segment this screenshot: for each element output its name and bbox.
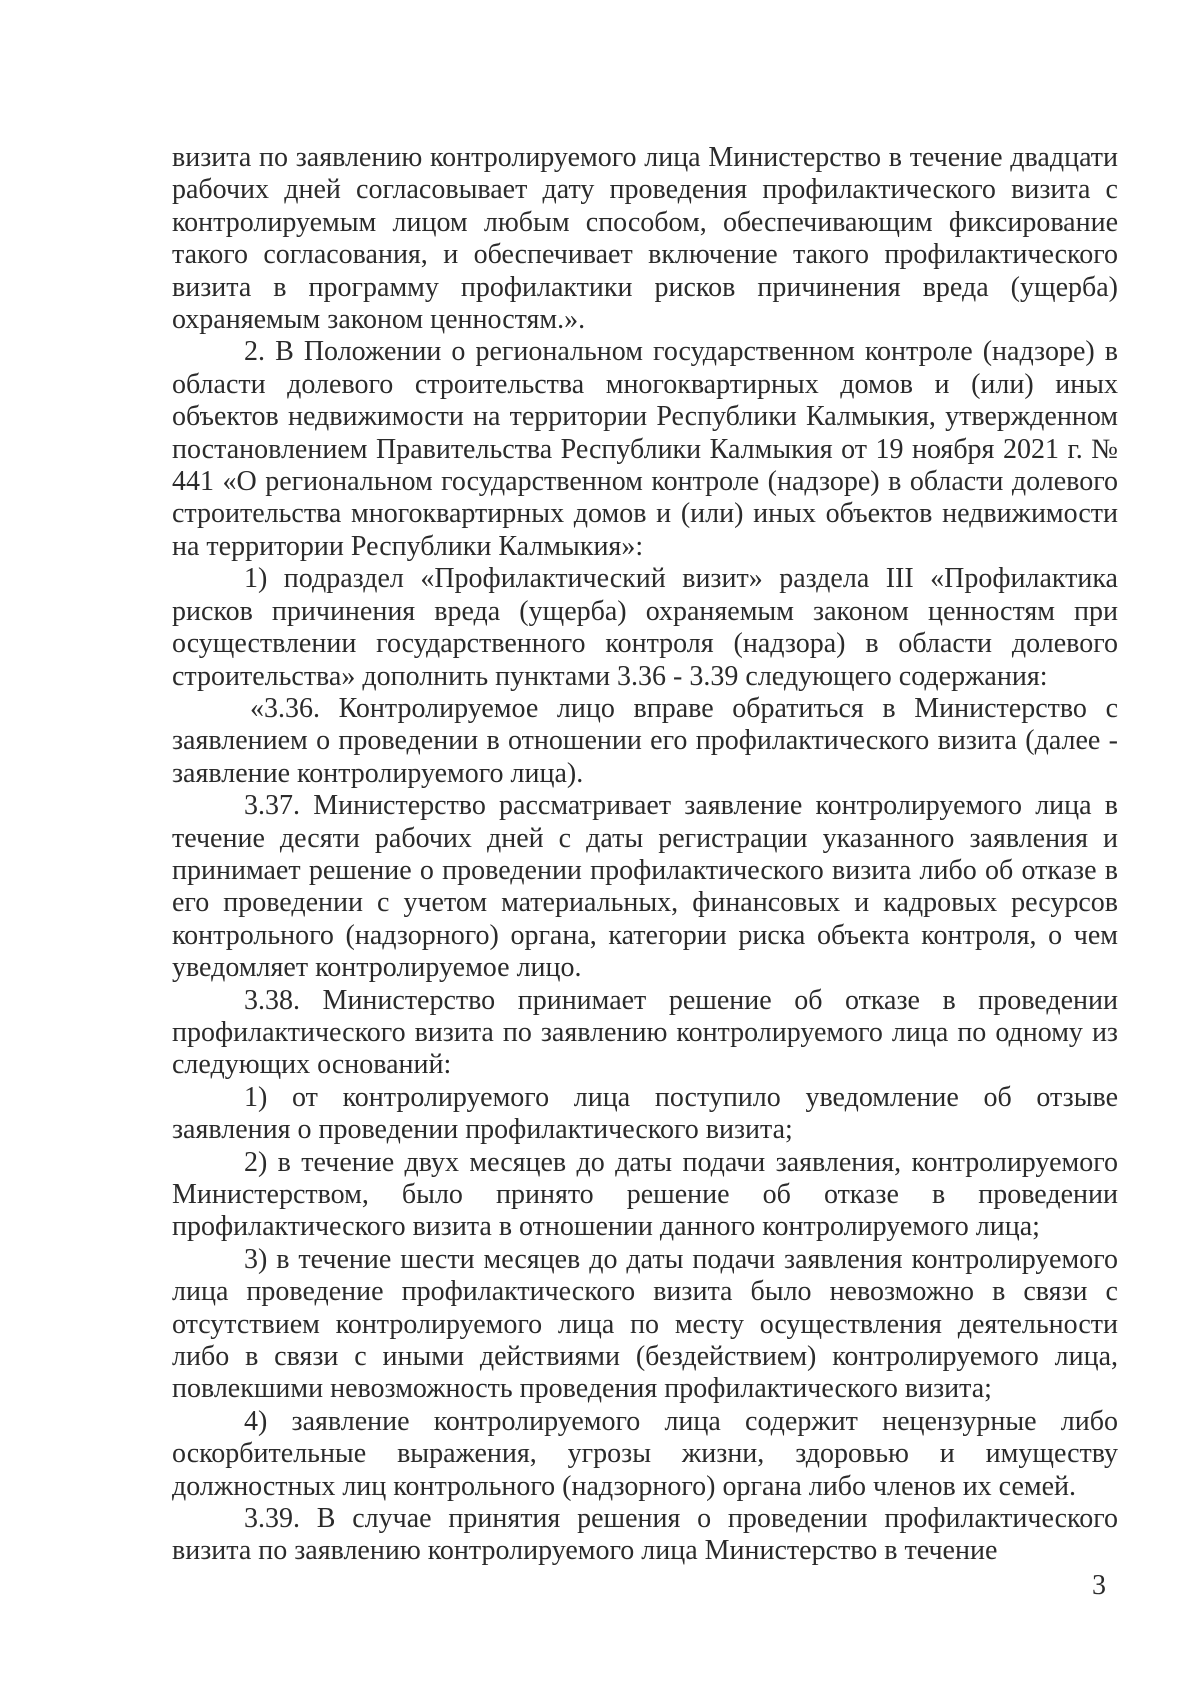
paragraph-3-38: 3.38. Министерство принимает решение об отказе в проведении профилактического визита по заявлению контролируемого лица по одному из следующих оснований: [172, 984, 1118, 1081]
document-body [172, 142, 1118, 1568]
paragraph-ground-3: 3) в течение шести месяцев до даты подачи заявления контролируемого лица проведение профилактического визита было невозможно в связи с отсутствием контролируемого лица по месту осуществления деятельности либо в связи с иными действиями (бездействием) контролируемого лица, повлекшими невозможность проведения профилактического визита; [172, 1243, 1118, 1405]
paragraph-3-36: «3.36. Контролируемое лицо вправе обратиться в Министерство с заявлением о проведении в отношении его профилактического визита (далее - заявление контролируемого лица). [172, 692, 1118, 789]
page-number: 3 [1092, 1570, 1106, 1601]
paragraph-3-39: 3.39. В случае принятия решения о проведении профилактического визита по заявлению контролируемого лица Министерство в течение [172, 1503, 1118, 1567]
paragraph-subitem-1: 1) подраздел «Профилактический визит» раздела III «Профилактика рисков причинения вреда (ущерба) охраняемым законом ценностям при осуществлении государственного контроля (надзора) в области долевого строительства» дополнить пунктами 3.36 - 3.39 следующего содержания: [172, 563, 1118, 692]
paragraph-3-37: 3.37. Министерство рассматривает заявление контролируемого лица в течение десяти рабочих дней с даты регистрации указанного заявления и принимает решение о проведении профилактического визита либо об отказе в его проведении с учетом материальных, финансовых и кадровых ресурсов контрольного (надзорного) органа, категории риска объекта контроля, о чем уведомляет контролируемое лицо. [172, 790, 1118, 984]
paragraph-ground-1: 1) от контролируемого лица поступило уведомление об отзыве заявления о проведении профилактического визита; [172, 1081, 1118, 1146]
paragraph-ground-2: 2) в течение двух месяцев до даты подачи заявления, контролируемого Министерством, было принято решение об отказе в проведении профилактического визита в отношении данного контролируемого лица; [172, 1146, 1118, 1243]
paragraph-ground-4: 4) заявление контролируемого лица содержит нецензурные либо оскорбительные выражения, угрозы жизни, здоровью и имуществу должностных лиц контрольного (надзорного) органа либо членов их семей. [172, 1405, 1118, 1502]
paragraph-continuation: визита по заявлению контролируемого лица Министерство в течение двадцати рабочих дней согласовывает дату проведения профилактического визита с контролируемым лицом любым способом, обеспечивающим фиксирование такого согласования, и обеспечивает включение такого профилактического визита в программу профилактики рисков причинения вреда (ущерба) охраняемым законом ценностям.». [172, 142, 1118, 336]
paragraph-item-2: 2. В Положении о региональном государственном контроле (надзоре) в области долевого строительства многоквартирных домов и (или) иных объектов недвижимости на территории Республики Калмыкия, утвержденном постановлением Правительства Республики Калмыкия от 19 ноября 2021 г. № 441 «О региональном государственном контроле (надзоре) в области долевого строительства многоквартирных домов и (или) иных объектов недвижимости на территории Республики Калмыкия»: [172, 336, 1118, 562]
